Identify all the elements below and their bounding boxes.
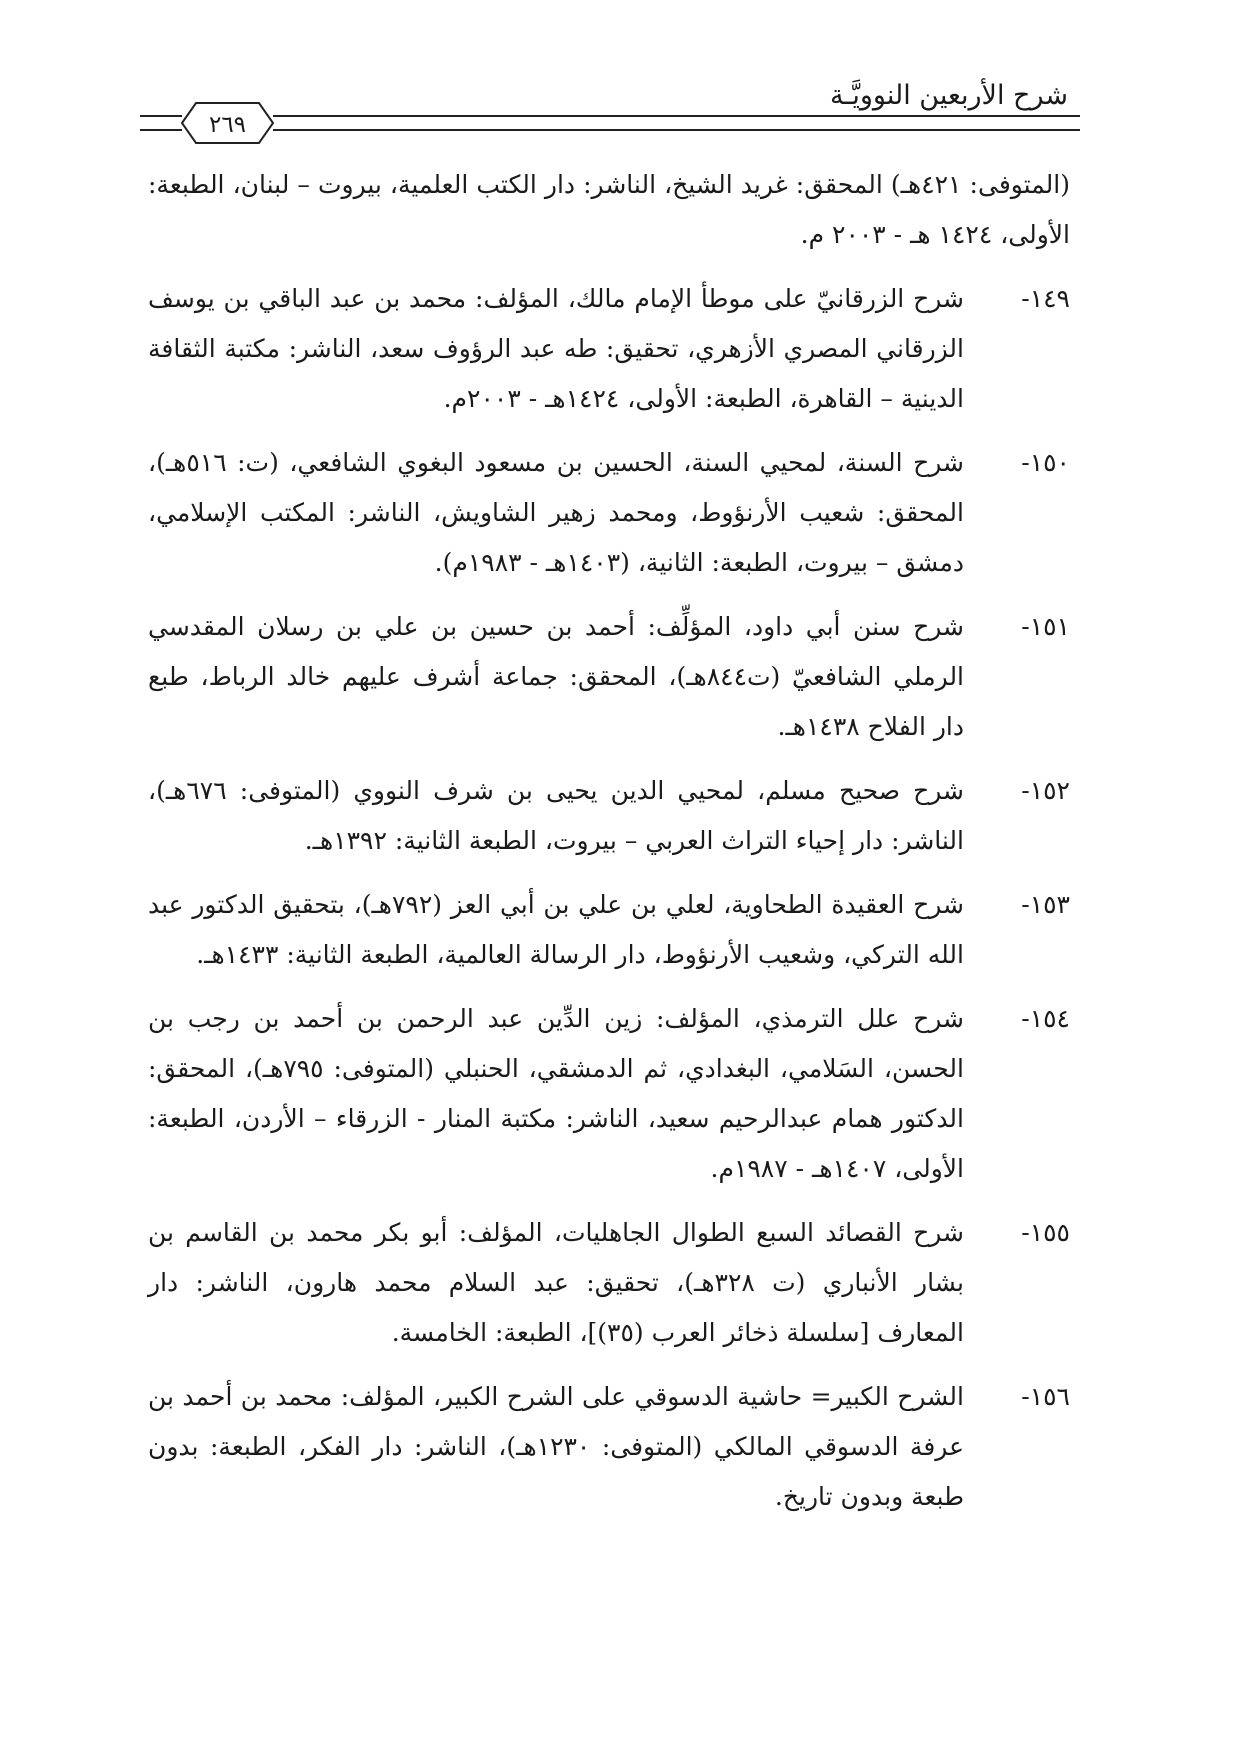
list-item [148,602,1070,752]
bibliography-list [148,160,1070,1536]
entry-text: شرح الزرقانيّ على موطأ الإمام مالك، المؤلف: محمد بن عبد الباقي بن يوسف الزرقاني المصري الأزهري، تحقيق: طه عبد الرؤوف سعد، الناشر: مكتبة الثقافة الدينية – القاهرة، الطبعة: الأولى، ١٤٢٤هـ - ٢٠٠٣م. [148,284,964,413]
entry-number: ١٤٩- [1021,284,1070,313]
entry-text: (المتوفى: ٤٢١هـ) المحقق: غريد الشيخ، الناشر: دار الكتب العلمية، بيروت – لبنان، الطبعة: الأولى، ١٤٢٤ هـ - ٢٠٠٣ م. [148,170,1070,249]
entry-number: ١٥٤- [1021,1004,1070,1033]
list-item [148,766,1070,866]
list-item [148,274,1070,424]
entry-text: شرح سنن أبي داود، المؤلِّف: أحمد بن حسين بن علي بن رسلان المقدسي الرملي الشافعيّ (ت٨٤٤هـ)، المحقق: جماعة أشرف عليهم خالد الرباط، طبع دار الفلاح ١٤٣٨هـ. [148,612,965,741]
entry-number: ١٥١- [1021,612,1070,641]
page-number: ٢٦٩ [208,112,247,138]
entry-text: شرح علل الترمذي، المؤلف: زين الدِّين عبد الرحمن بن أحمد بن رجب بن الحسن، السَلامي، البغدادي، ثم الدمشقي، الحنبلي (المتوفى: ٧٩٥هـ)، المحقق: الدكتور همام عبدالرحيم سعيد، الناشر: مكتبة المنار - الزرقاء – الأردن، الطبعة: الأولى، ١٤٠٧هـ - ١٩٨٧م. [148,1004,964,1183]
running-header-title: شرح الأربعين النوويَّـة [829,80,1068,111]
entry-text: شرح القصائد السبع الطوال الجاهليات، المؤلف: أبو بكر محمد بن القاسم بن بشار الأنباري (ت ٣٢٨هـ)، تحقيق: عبد السلام محمد هارون، الناشر: دار المعارف [سلسلة ذخائر العرب (٣٥)]، الطبعة: الخامسة. [148,1218,964,1347]
entry-number: ١٥٠- [1021,448,1070,477]
entry-number: ١٥٣- [1021,890,1070,919]
list-item [148,1372,1070,1522]
entry-text: شرح صحيح مسلم، لمحيي الدين يحيى بن شرف النووي (المتوفى: ٦٧٦هـ)، الناشر: دار إحياء التراث العربي – بيروت، الطبعة الثانية: ١٣٩٢هـ. [148,776,964,855]
list-item [148,160,1070,260]
entry-text: الشرح الكبير= حاشية الدسوقي على الشرح الكبير، المؤلف: محمد بن أحمد بن عرفة الدسوقي المالكي (المتوفى: ١٢٣٠هـ)، الناشر: دار الفكر، الطبعة: بدون طبعة وبدون تاريخ. [148,1382,964,1511]
list-item [148,880,1070,980]
list-item [148,1208,1070,1358]
entry-number: ١٥٢- [1021,776,1070,805]
entry-text: شرح السنة، لمحيي السنة، الحسين بن مسعود البغوي الشافعي، (ت: ٥١٦هـ)، المحقق: شعيب الأرنؤوط، ومحمد زهير الشاويش، الناشر: المكتب الإسلامي، دمشق – بيروت، الطبعة: الثانية، (١٤٠٣هـ - ١٩٨٣م). [148,448,964,577]
entry-text: شرح العقيدة الطحاوية، لعلي بن علي بن أبي العز (٧٩٢هـ)، بتحقيق الدكتور عبد الله التركي، وشعيب الأرنؤوط، دار الرسالة العالمية، الطبعة الثانية: ١٤٣٣هـ. [148,890,964,969]
list-item [148,994,1070,1194]
list-item [148,438,1070,588]
entry-number: ١٥٦- [1021,1382,1070,1411]
entry-number: ١٥٥- [1021,1218,1070,1247]
header-rule-with-page-number [140,100,1080,150]
